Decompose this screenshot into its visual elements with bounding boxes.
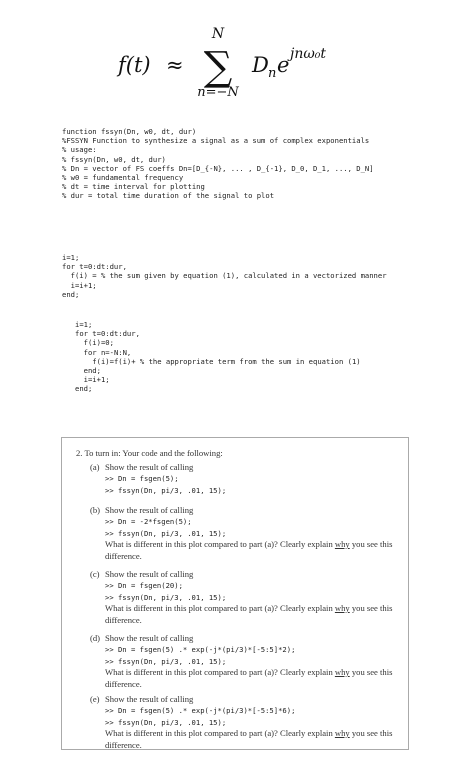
question-text: What is different in this plot compared to part (a)? Clearly explain [105, 539, 335, 550]
matlab-command: >> fssyn(Dn, pi/3, .01, 15); [105, 656, 227, 666]
part-heading-text: Show the result of calling [105, 462, 194, 472]
matlab-command: >> Dn = fsgen(5) .* exp(-j*(pi/3)*[-5:5]*6); [105, 706, 296, 716]
function-header-code [62, 127, 374, 201]
part-heading-text: Show the result of calling [105, 633, 194, 643]
code-line: i=i+1; [75, 375, 110, 385]
code-line: % w0 = fundamental frequency [62, 173, 184, 183]
question-text-end: you see this difference. [105, 667, 393, 689]
part-heading [90, 694, 405, 705]
code-line: f(i)=f(i)+ % the appropriate term from the sum in equation (1) [75, 356, 361, 366]
part-heading-text: Show the result of calling [105, 694, 194, 704]
code-line: % Dn = vector of FS coeffs Dn=[D_{-N}, ... , D_{-1}, D_0, D_1, ..., D_N] [62, 163, 374, 173]
part-heading [90, 569, 405, 580]
question-text: What is different in this plot compared to part (a)? Clearly explain [105, 667, 335, 678]
question-text: What is different in this plot compared to part (a)? Clearly explain [105, 603, 335, 614]
code-line: end; [62, 289, 80, 299]
part-question [90, 603, 405, 626]
sum-upper-limit: N [211, 26, 225, 42]
part-heading [90, 505, 405, 516]
part-heading [90, 462, 405, 473]
code-line: % usage: [62, 145, 97, 155]
coefficient-subscript: n [268, 66, 277, 81]
code-line: end; [75, 384, 93, 394]
code-line: i=1; [75, 320, 93, 329]
code-line: end; [75, 366, 101, 376]
summation-sigma: ∑ [203, 44, 233, 90]
matlab-command: >> Dn = fsgen(5) .* exp(-j*(pi/3)*[-5:5]*2); [105, 645, 296, 655]
exponential-power: jnω₀t [290, 46, 327, 62]
equation-lhs: f(t) [118, 53, 151, 77]
code-line: % dur = total time duration of the signal to plot [62, 191, 275, 201]
part-letter: (d) [90, 633, 101, 643]
matlab-command: >> Dn = fsgen(20); [105, 581, 183, 591]
nested-loop-code [75, 320, 361, 394]
part-letter: (b) [90, 505, 101, 515]
part-heading [90, 633, 405, 644]
part-question [90, 667, 405, 690]
part-heading-text: Show the result of calling [105, 505, 194, 515]
code-line: for n=-N:N, [75, 347, 132, 357]
coefficient-d: D [252, 53, 269, 77]
part-e [90, 694, 405, 751]
part-question [90, 539, 405, 562]
code-line: %FSSYN Function to synthesize a signal as a sum of complex exponentials [62, 136, 370, 146]
matlab-command: >> Dn = -2*fsgen(5); [105, 517, 192, 527]
code-line: for t=0:dt:dur, [62, 262, 127, 272]
matlab-command: >> fssyn(Dn, pi/3, .01, 15); [105, 485, 227, 495]
question-text: What is different in this plot compared to part (a)? Clearly explain [105, 728, 335, 739]
part-question [90, 728, 405, 751]
question-emphasis: why [334, 667, 350, 678]
turn-in-box [61, 437, 409, 750]
code-line: f(i)=0; [75, 338, 114, 348]
code-line: for t=0:dt:dur, [75, 329, 140, 339]
exponential-base: e [277, 53, 290, 77]
turn-in-title: 2. To turn in: Your code and the following: [76, 448, 223, 458]
question-emphasis: why [334, 728, 350, 739]
code-line: f(i) = % the sum given by equation (1), calculated in a vectorized manner [62, 271, 387, 281]
code-line: % dt = time interval for plotting [62, 182, 205, 192]
code-line: % fssyn(Dn, w0, dt, dur) [62, 154, 166, 164]
synthesis-equation [0, 0, 474, 110]
question-emphasis: why [334, 603, 350, 614]
part-letter: (c) [90, 569, 100, 579]
part-heading-text: Show the result of calling [105, 569, 194, 579]
part-letter: (e) [90, 694, 100, 704]
matlab-command: >> fssyn(Dn, pi/3, .01, 15); [105, 592, 227, 602]
matlab-command: >> fssyn(Dn, pi/3, .01, 15); [105, 528, 227, 538]
question-text-end: you see this difference. [105, 539, 393, 561]
part-a [90, 462, 405, 496]
code-line: i=1; [62, 253, 80, 262]
question-emphasis: why [334, 539, 350, 550]
part-b [90, 505, 405, 562]
equation-approx: ≈ [166, 53, 184, 77]
code-line: function fssyn(Dn, w0, dt, dur) [62, 127, 197, 136]
code-line: i=i+1; [62, 280, 97, 290]
part-c [90, 569, 405, 626]
part-letter: (a) [90, 462, 100, 472]
sum-lower-limit: n=−N [197, 85, 239, 100]
matlab-command: >> fssyn(Dn, pi/3, .01, 15); [105, 717, 227, 727]
part-d [90, 633, 405, 690]
vectorized-loop-code [62, 253, 387, 299]
question-text-end: you see this difference. [105, 603, 393, 625]
question-text-end: you see this difference. [105, 728, 393, 750]
matlab-command: >> Dn = fsgen(5); [105, 474, 179, 484]
